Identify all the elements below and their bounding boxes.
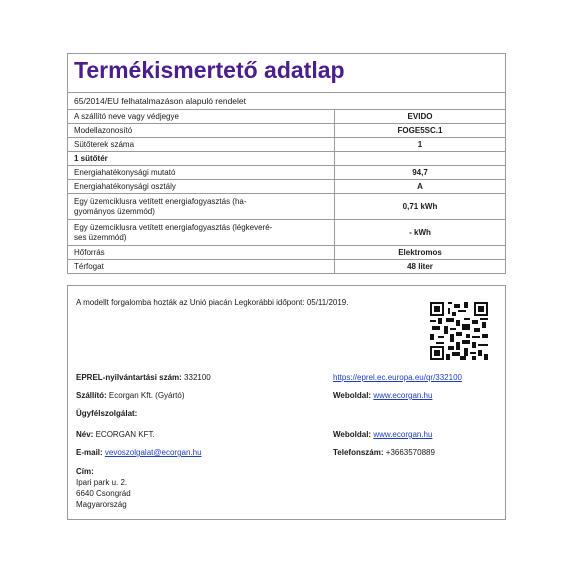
supplier-website-row — [333, 391, 432, 400]
address-line: Magyarország — [76, 500, 127, 509]
row-value: 0,71 kWh — [335, 194, 506, 220]
contact-name: ECORGAN KFT. — [95, 430, 155, 439]
qr-code-icon — [430, 302, 488, 360]
email-row — [76, 448, 202, 457]
row-value: Elektromos — [335, 246, 506, 260]
eprel-row — [76, 373, 211, 382]
product-info-sheet — [67, 53, 506, 274]
table-row — [68, 246, 505, 260]
row-label: Sütőterek száma — [68, 138, 335, 152]
row-value: A — [335, 180, 506, 194]
table-row — [68, 166, 505, 180]
contact-website-row — [333, 430, 432, 439]
page-title: Termékismertető adatlap — [74, 57, 345, 83]
supplier-name: Ecorgan Kft. (Gyártó) — [108, 391, 185, 400]
eprel-number: 332100 — [184, 373, 211, 382]
eprel-label: EPREL-nyilvántartási szám: — [76, 373, 182, 382]
address-line: Ipari park u. 2. — [76, 478, 128, 487]
row-value: 1 — [335, 138, 506, 152]
contact-website-link[interactable]: www.ecorgan.hu — [373, 430, 433, 439]
supplier-website-link[interactable]: www.ecorgan.hu — [373, 391, 433, 400]
customer-service-heading: Ügyfélszolgálat: — [76, 409, 138, 418]
table-row — [68, 110, 505, 124]
row-label: Modellazonosító — [68, 124, 335, 138]
table-row — [68, 180, 505, 194]
row-value: EVIDO — [335, 110, 506, 124]
row-value: 48 liter — [335, 260, 506, 274]
table-row — [68, 194, 505, 220]
table-row — [68, 138, 505, 152]
row-label: Energiahatékonysági mutató — [68, 166, 335, 180]
row-label: Energiahatékonysági osztály — [68, 180, 335, 194]
row-value — [335, 152, 506, 166]
row-label: Hőforrás — [68, 246, 335, 260]
name-label: Név: — [76, 430, 94, 439]
table-row — [68, 152, 505, 166]
row-label: 1 sütőtér — [68, 152, 335, 166]
regulation-text: 65/2014/EU felhatalmazáson alapuló rendelet — [68, 93, 505, 110]
phone-label: Telefonszám: — [333, 448, 384, 457]
phone-number: +3663570889 — [385, 448, 435, 457]
contact-name-row — [76, 430, 155, 439]
market-date-text: A modellt forgalomba hozták az Unió piacán Legkorábbi időpont: 05/11/2019. — [76, 298, 349, 307]
spec-table — [68, 110, 505, 273]
phone-row — [333, 448, 435, 457]
email-label: E-mail: — [76, 448, 103, 457]
supplier-info-box — [67, 285, 506, 520]
website-label: Weboldal: — [333, 430, 372, 439]
address-line: 6640 Csongrád — [76, 489, 131, 498]
email-link[interactable]: vevoszolgalat@ecorgan.hu — [104, 448, 202, 457]
table-row — [68, 260, 505, 274]
table-row — [68, 124, 505, 138]
row-label: Térfogat — [74, 261, 104, 271]
row-value: 94,7 — [335, 166, 506, 180]
website-label: Weboldal: — [333, 391, 372, 400]
title-bar — [68, 54, 505, 93]
row-label: Egy üzemciklusra vetített energiafogyasztás (ha- gyományos üzemmód) — [68, 194, 335, 220]
address-label: Cím: — [76, 467, 94, 476]
eprel-link[interactable]: https://eprel.ec.europa.eu/qr/332100 — [333, 373, 462, 382]
table-row — [68, 220, 505, 246]
supplier-label: Szállító: — [76, 391, 107, 400]
row-label: Egy üzemciklusra vetített energiafogyasztás (légkeveré- ses üzemmód) — [68, 220, 335, 246]
row-value: FOGE5SC.1 — [335, 124, 506, 138]
row-label: A szállító neve vagy védjegye — [68, 110, 335, 124]
row-value: - kWh — [335, 220, 506, 246]
supplier-row — [76, 391, 185, 400]
